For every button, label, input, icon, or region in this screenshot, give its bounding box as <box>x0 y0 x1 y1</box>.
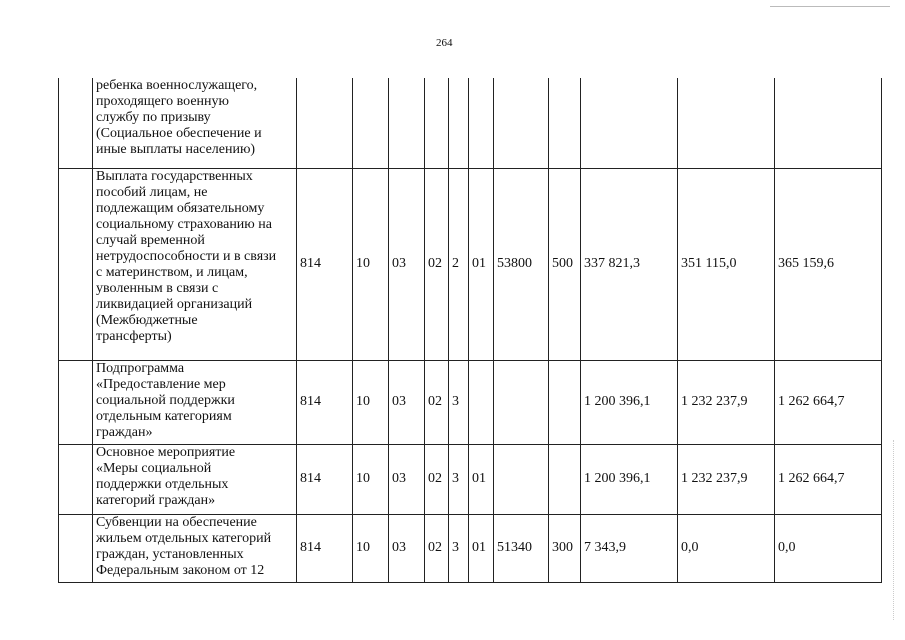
year2-amount-cell: 0,0 <box>678 514 775 582</box>
description-line: «Предоставление мер <box>96 376 226 392</box>
description-line: ребенка военнослужащего, <box>96 78 258 93</box>
description-line: отдельным категориям <box>96 408 232 424</box>
description-line: нетрудоспособности и в связи <box>96 248 277 264</box>
row-margin-cell <box>59 360 93 444</box>
description-cell <box>93 360 297 444</box>
program-cell: 02 <box>425 444 449 514</box>
year3-amount-cell <box>775 78 882 168</box>
section-cell <box>353 78 389 168</box>
direction-cell <box>494 444 549 514</box>
subsection-cell: 03 <box>389 168 425 360</box>
expense-type-cell: 500 <box>549 168 581 360</box>
activity-cell <box>469 360 494 444</box>
grbs-cell: 814 <box>297 514 353 582</box>
grbs-cell: 814 <box>297 444 353 514</box>
description-line: случай временной <box>96 232 205 248</box>
description-line: (Межбюджетные <box>96 312 198 328</box>
year1-amount-cell: 337 821,3 <box>581 168 678 360</box>
description-line: Выплата государственных <box>96 168 253 184</box>
row-margin-cell <box>59 168 93 360</box>
description-line: иные выплаты населению) <box>96 142 256 157</box>
top-rule <box>770 6 890 7</box>
description-cell <box>93 168 297 360</box>
description-line: граждан, установленных <box>96 546 244 562</box>
direction-cell: 51340 <box>494 514 549 582</box>
activity-cell: 01 <box>469 514 494 582</box>
activity-cell: 01 <box>469 168 494 360</box>
description-line: подлежащим обязательному <box>96 200 265 216</box>
row-margin-cell <box>59 514 93 582</box>
description-line: пособий лицам, не <box>96 184 208 200</box>
table-row <box>59 360 882 444</box>
section-cell: 10 <box>353 514 389 582</box>
description-line: службу по призыву <box>96 110 211 125</box>
direction-cell: 53800 <box>494 168 549 360</box>
direction-cell <box>494 360 549 444</box>
expense-type-cell <box>549 78 581 168</box>
description-line: «Меры социальной <box>96 460 212 476</box>
description-cell <box>93 444 297 514</box>
description-line: Федеральным законом от 12 <box>96 562 265 578</box>
expense-type-cell <box>549 444 581 514</box>
description-cell <box>93 514 297 582</box>
activity-cell: 01 <box>469 444 494 514</box>
description-line: Основное мероприятие <box>96 444 236 460</box>
row-margin-cell <box>59 78 93 168</box>
section-cell: 10 <box>353 168 389 360</box>
subsection-cell: 03 <box>389 360 425 444</box>
section-cell: 10 <box>353 360 389 444</box>
description-line: с материнством, и лицам, <box>96 264 248 280</box>
subprogram-cell: 3 <box>449 444 469 514</box>
description-line: социальной поддержки <box>96 392 235 408</box>
subsection-cell: 03 <box>389 444 425 514</box>
subsection-cell: 03 <box>389 514 425 582</box>
program-cell: 02 <box>425 360 449 444</box>
description-line: Подпрограмма <box>96 360 185 376</box>
description-line: граждан» <box>96 424 153 440</box>
table-row <box>59 444 882 514</box>
program-cell: 02 <box>425 168 449 360</box>
row-margin-cell <box>59 444 93 514</box>
year3-amount-cell: 0,0 <box>775 514 882 582</box>
description-line: уволенным в связи с <box>96 280 219 296</box>
subsection-cell <box>389 78 425 168</box>
year1-amount-cell: 1 200 396,1 <box>581 444 678 514</box>
description-line: поддержки отдельных <box>96 476 229 492</box>
expense-type-cell <box>549 360 581 444</box>
table-row <box>59 168 882 360</box>
description-line: категорий граждан» <box>96 492 216 508</box>
section-cell: 10 <box>353 444 389 514</box>
direction-cell <box>494 78 549 168</box>
description-line: (Социальное обеспечение и <box>96 126 262 141</box>
page-number: 264 <box>436 37 453 49</box>
year1-amount-cell <box>581 78 678 168</box>
table-row <box>59 78 882 168</box>
year2-amount-cell <box>678 78 775 168</box>
description-line: трансферты) <box>96 328 172 344</box>
year2-amount-cell: 1 232 237,9 <box>678 444 775 514</box>
description-line: социальному страхованию на <box>96 216 272 232</box>
table-row <box>59 514 882 582</box>
year3-amount-cell: 1 262 664,7 <box>775 360 882 444</box>
edge-mark <box>893 440 894 620</box>
program-cell: 02 <box>425 514 449 582</box>
subprogram-cell <box>449 78 469 168</box>
grbs-cell: 814 <box>297 360 353 444</box>
program-cell <box>425 78 449 168</box>
year3-amount-cell: 1 262 664,7 <box>775 444 882 514</box>
year2-amount-cell: 1 232 237,9 <box>678 360 775 444</box>
activity-cell <box>469 78 494 168</box>
subprogram-cell: 3 <box>449 514 469 582</box>
grbs-cell <box>297 78 353 168</box>
description-line: Субвенции на обеспечение <box>96 514 257 530</box>
year1-amount-cell: 7 343,9 <box>581 514 678 582</box>
year1-amount-cell: 1 200 396,1 <box>581 360 678 444</box>
description-cell <box>93 78 297 168</box>
description-line: ликвидацией организаций <box>96 296 253 312</box>
year3-amount-cell: 365 159,6 <box>775 168 882 360</box>
budget-table <box>58 78 882 583</box>
description-line: проходящего военную <box>96 94 229 109</box>
description-line: жильем отдельных категорий <box>96 530 272 546</box>
subprogram-cell: 3 <box>449 360 469 444</box>
year2-amount-cell: 351 115,0 <box>678 168 775 360</box>
subprogram-cell: 2 <box>449 168 469 360</box>
grbs-cell: 814 <box>297 168 353 360</box>
expense-type-cell: 300 <box>549 514 581 582</box>
